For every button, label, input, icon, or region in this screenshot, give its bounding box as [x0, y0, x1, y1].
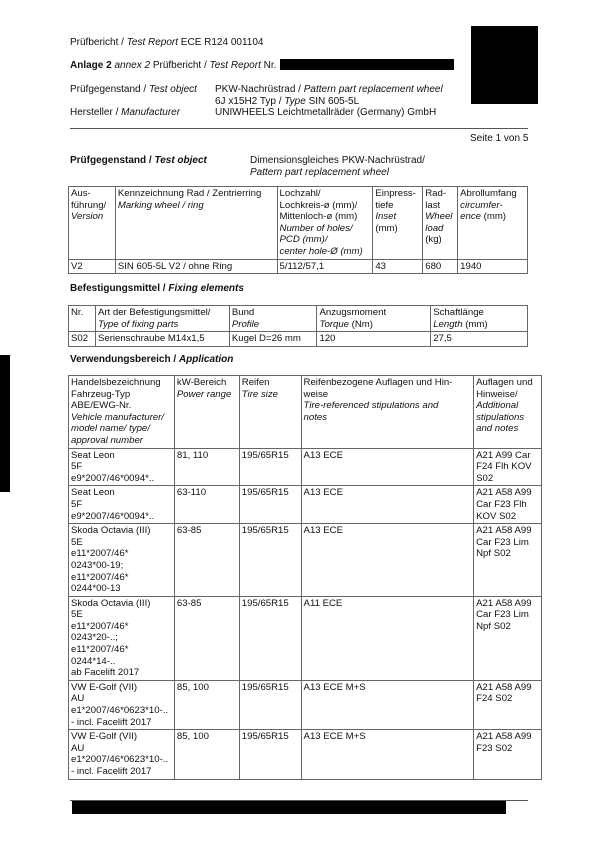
notes-cell: A21 A58 A99 Car F23 Flh KOV S02 [474, 486, 542, 524]
annex-line: Anlage 2 annex 2 Prüfbericht / Test Report Nr. [70, 60, 277, 71]
vehicle-cell: VW E-Golf (VII) AU e1*2007/46*0623*10-.. - incl. Facelift 2017 [69, 730, 175, 779]
tire-size-cell: 195/65R15 [239, 596, 301, 680]
tire-notes-cell: A13 ECE [301, 448, 474, 486]
holes-col-header: Lochzahl/ Lochkreis-ø (mm)/ Mittenloch-ø (mm) Number of holes/ PCD (mm)/ center hole-Ø (mm) [277, 187, 373, 260]
tire-size-cell: 195/65R15 [239, 730, 301, 779]
version-col-header: Aus- führung/ Version [69, 187, 116, 260]
report-title: Prüfbericht / Test Report ECE R124 001104 [70, 37, 264, 48]
object-label: Prüfgegenstand / Test object [70, 84, 197, 95]
redaction-logo [471, 26, 538, 104]
application-rows [69, 448, 542, 779]
tire-size-cell: 195/65R15 [239, 524, 301, 597]
fixing-table [68, 305, 528, 347]
notes-cell: A21 A99 Car F24 Flh KOV S02 [474, 448, 542, 486]
notes-cell: A21 A58 A99 Car F23 Lim Npf S02 [474, 596, 542, 680]
version-table-header [69, 187, 528, 260]
page-number: Seite 1 von 5 [470, 133, 529, 144]
power-range-cell: 63-110 [174, 486, 239, 524]
test-object-title: Prüfgegenstand / Test object [70, 155, 207, 166]
notes-cell: A21 A58 A99 F24 S02 [474, 680, 542, 729]
header-divider [70, 128, 528, 129]
tire-notes-cell: A13 ECE [301, 524, 474, 597]
inset-col-header: Einpress- tiefe Inset (mm) [373, 187, 423, 260]
tire-size-cell: 195/65R15 [239, 448, 301, 486]
table-row [69, 730, 542, 779]
manufacturer-value: UNIWHEELS Leichtmetallräder (Germany) GmbH [215, 107, 437, 118]
table-row [69, 448, 542, 486]
application-table-header: Handelsbezeichnung Fahrzeug-Typ ABE/EWG-Nr. Vehicle manufacturer/ model name/ type/ approval number kW-Bereich Power range Reifen Tire size Reifenbezogene Auflagen und Hin- weise Tire-referenced stipulations and notes Auflagen und Hinweise/ Additional stipulations and notes [69, 376, 542, 449]
notes-cell: A21 A58 A99 F23 S02 [474, 730, 542, 779]
redaction-side-bar [0, 355, 10, 492]
power-range-cell: 85, 100 [174, 680, 239, 729]
vehicle-cell: Skoda Octavia (III) 5E e11*2007/46* 0243*00-19; e11*2007/46* 0244*00-13 [69, 524, 175, 597]
redaction-report-number [280, 59, 454, 70]
power-range-cell: 85, 100 [174, 730, 239, 779]
application-table [68, 375, 542, 780]
marking-col-header: Kennzeichnung Rad / Zentrierring Marking wheel / ring [115, 187, 277, 260]
power-range-cell: 63-85 [174, 596, 239, 680]
table-row [69, 486, 542, 524]
power-range-cell: 81, 110 [174, 448, 239, 486]
power-range-cell: 63-85 [174, 524, 239, 597]
test-object-value: Dimensionsgleiches PKW-Nachrüstrad/ Pattern part replacement wheel [250, 155, 425, 178]
fixing-title: Befestigungsmittel / Fixing elements [70, 283, 244, 294]
vehicle-cell: Skoda Octavia (III) 5E e11*2007/46* 0243*20-..; e11*2007/46* 0244*14-.. ab Facelift 2017 [69, 596, 175, 680]
table-row [69, 680, 542, 729]
object-value: PKW-Nachrüstrad / Pattern part replacement wheel 6J x15H2 Typ / Type SIN 605-5L [215, 84, 443, 107]
tire-notes-cell: A13 ECE M+S [301, 730, 474, 779]
tire-size-cell: 195/65R15 [239, 486, 301, 524]
tire-size-cell: 195/65R15 [239, 680, 301, 729]
table-row: V2 SIN 605-5L V2 / ohne Ring 5/112/57,1 43 680 1940 [69, 259, 528, 274]
fixing-table-header: Nr. Art der Befestigungsmittel/ Type of fixing parts Bund Profile Anzugsmoment Torque (Nm) Schaftlänge Length (mm) [69, 306, 528, 332]
load-col-header: Rad- last Wheel load (kg) [423, 187, 458, 260]
vehicle-cell: Seat Leon 5F e9*2007/46*0094*.. [69, 486, 175, 524]
circumference-col-header: Abrollumfang circumfer- ence (mm) [458, 187, 528, 260]
notes-cell: A21 A58 A99 Car F23 Lim Npf S02 [474, 524, 542, 597]
tire-notes-cell: A13 ECE [301, 486, 474, 524]
table-row [69, 524, 542, 597]
tire-notes-cell: A13 ECE M+S [301, 680, 474, 729]
redaction-footer [72, 801, 506, 814]
table-row [69, 596, 542, 680]
tire-notes-cell: A11 ECE [301, 596, 474, 680]
application-title: Verwendungsbereich / Application [70, 354, 234, 365]
table-row: S02 Serienschraube M14x1,5 Kugel D=26 mm 120 27,5 [69, 332, 528, 347]
vehicle-cell: Seat Leon 5F e9*2007/46*0094*.. [69, 448, 175, 486]
manufacturer-label: Hersteller / Manufacturer [70, 107, 181, 118]
version-table [68, 186, 528, 274]
vehicle-cell: VW E-Golf (VII) AU e1*2007/46*0623*10-.. - incl. Facelift 2017 [69, 680, 175, 729]
